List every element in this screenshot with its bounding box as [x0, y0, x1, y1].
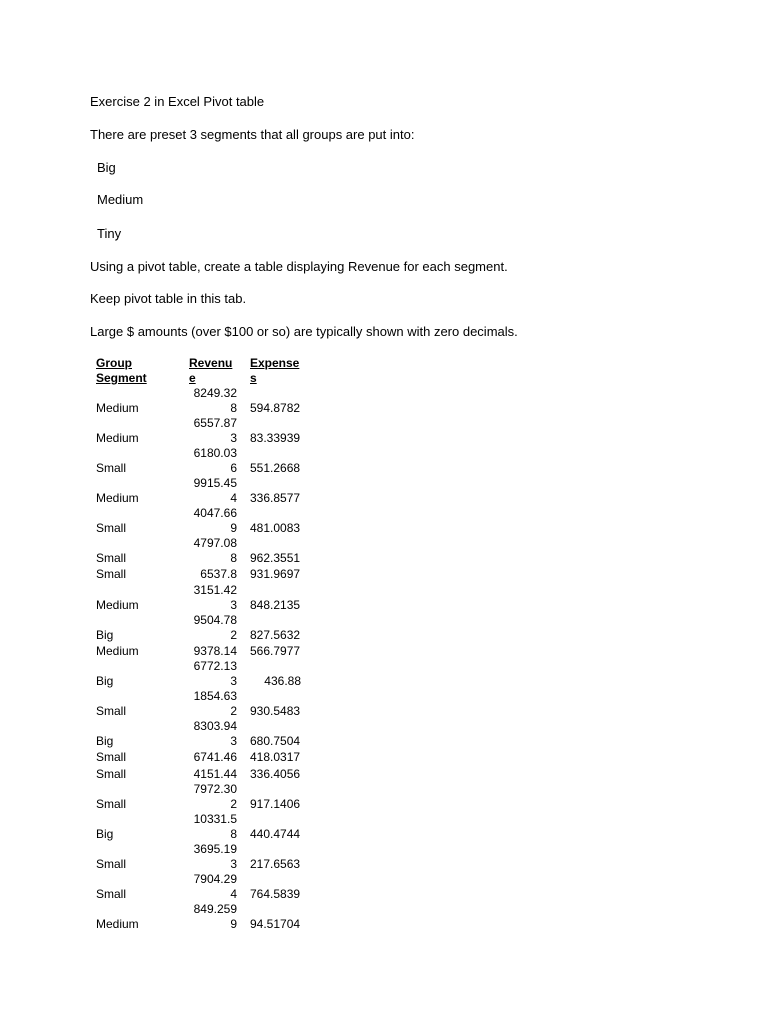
segment-item-medium: Medium: [97, 192, 144, 207]
segment-cell: Small: [96, 521, 127, 535]
expenses-cell: 848.2135: [250, 597, 301, 612]
expenses-cell: 931.9697: [250, 567, 301, 581]
expenses-cell: 680.7504: [250, 734, 301, 749]
table-row: [96, 749, 306, 765]
revenue-cell: 6741.46: [193, 750, 237, 765]
segment-cell: Small: [96, 797, 127, 812]
segment-item-tiny: Tiny: [97, 226, 122, 241]
expenses-cell: 83.33939: [250, 431, 301, 445]
expenses-cell: 566.7977: [250, 643, 301, 658]
tab-note-text: Keep pivot table in this tab.: [90, 291, 247, 306]
expenses-cell: 930.5483: [250, 704, 301, 719]
revenue-cell: 6772.13 3: [193, 659, 237, 689]
revenue-cell: 6557.87 3: [193, 416, 237, 445]
table-row: [96, 536, 306, 566]
intro-text: There are preset 3 segments that all groups are put into:: [90, 127, 415, 142]
revenue-cell: 7972.30 2: [193, 782, 237, 812]
expenses-cell: 94.51704: [250, 917, 301, 932]
decimals-note-text: Large $ amounts (over $100 or so) are typically shown with zero decimals.: [90, 324, 518, 339]
segment-cell: Big: [96, 734, 114, 749]
table-row: [96, 506, 306, 536]
revenue-cell: 7904.29 4: [193, 872, 237, 902]
table-row: [96, 446, 306, 476]
expenses-cell: 336.4056: [250, 766, 301, 781]
revenue-cell: 4047.66 9: [193, 506, 237, 535]
table-row: [96, 842, 306, 872]
segment-cell: Medium: [96, 917, 139, 932]
segment-cell: Small: [96, 887, 127, 902]
table-row: [96, 872, 306, 902]
revenue-cell: 8303.94 3: [193, 719, 237, 749]
segment-cell: Small: [96, 750, 127, 765]
segment-cell: Big: [96, 627, 114, 642]
segment-cell: Medium: [96, 401, 139, 415]
revenue-cell: 9915.45 4: [193, 476, 237, 505]
expenses-cell: 917.1406: [250, 797, 301, 812]
expenses-cell: 594.8782: [250, 401, 301, 415]
segment-cell: Big: [96, 674, 114, 689]
segment-cell: Big: [96, 827, 114, 842]
table-row: [96, 566, 306, 582]
table-row: [96, 719, 306, 749]
segment-cell: Small: [96, 704, 127, 719]
table-row: [96, 643, 306, 659]
revenue-cell: 10331.5 8: [193, 812, 237, 842]
revenue-cell: 4151.44: [193, 766, 237, 781]
segment-cell: Medium: [96, 491, 139, 505]
expenses-cell: 436.88: [264, 674, 301, 689]
segment-cell: Small: [96, 551, 127, 565]
segment-cell: Small: [96, 567, 127, 581]
revenue-cell: 3695.19 3: [193, 842, 237, 872]
table-row: [96, 689, 306, 719]
expenses-cell: 827.5632: [250, 627, 301, 642]
revenue-cell: 8249.32 8: [193, 386, 237, 415]
revenue-cell: 4797.08 8: [193, 536, 237, 565]
table-row: [96, 812, 306, 842]
table-row: [96, 476, 306, 506]
expenses-cell: 481.0083: [250, 521, 301, 535]
header-revenue: Revenu e: [189, 356, 233, 385]
header-group-segment: Group Segment: [96, 356, 147, 385]
expenses-cell: 217.6563: [250, 857, 301, 872]
segment-cell: Small: [96, 461, 127, 475]
exercise-title: Exercise 2 in Excel Pivot table: [90, 94, 265, 109]
table-row: [96, 766, 306, 782]
table-row: [96, 583, 306, 613]
segment-cell: Medium: [96, 431, 139, 445]
expenses-cell: 440.4744: [250, 827, 301, 842]
expenses-cell: 962.3551: [250, 551, 301, 565]
segment-cell: Small: [96, 857, 127, 872]
expenses-cell: 418.0317: [250, 750, 301, 765]
expenses-cell: 336.8577: [250, 491, 301, 505]
revenue-cell: 9378.14: [193, 643, 237, 658]
table-row: [96, 416, 306, 446]
expenses-cell: 551.2668: [250, 461, 301, 475]
expenses-cell: 764.5839: [250, 887, 301, 902]
table-row: [96, 659, 306, 689]
revenue-cell: 9504.78 2: [193, 612, 237, 642]
revenue-cell: 1854.63 2: [193, 689, 237, 719]
segment-cell: Small: [96, 766, 127, 781]
revenue-cell: 849.259 9: [193, 902, 237, 932]
revenue-cell: 3151.42 3: [193, 582, 237, 612]
instruction-text: Using a pivot table, create a table displaying Revenue for each segment.: [90, 259, 508, 274]
segment-item-big: Big: [97, 160, 116, 175]
table-row: [96, 386, 306, 416]
revenue-cell: 6537.8: [200, 567, 237, 581]
segment-cell: Medium: [96, 643, 139, 658]
revenue-cell: 6180.03 6: [193, 446, 237, 475]
segment-cell: Medium: [96, 597, 139, 612]
header-expenses: Expense s: [250, 356, 300, 385]
table-row: [96, 782, 306, 812]
table-row: [96, 902, 306, 932]
table-row: [96, 613, 306, 643]
